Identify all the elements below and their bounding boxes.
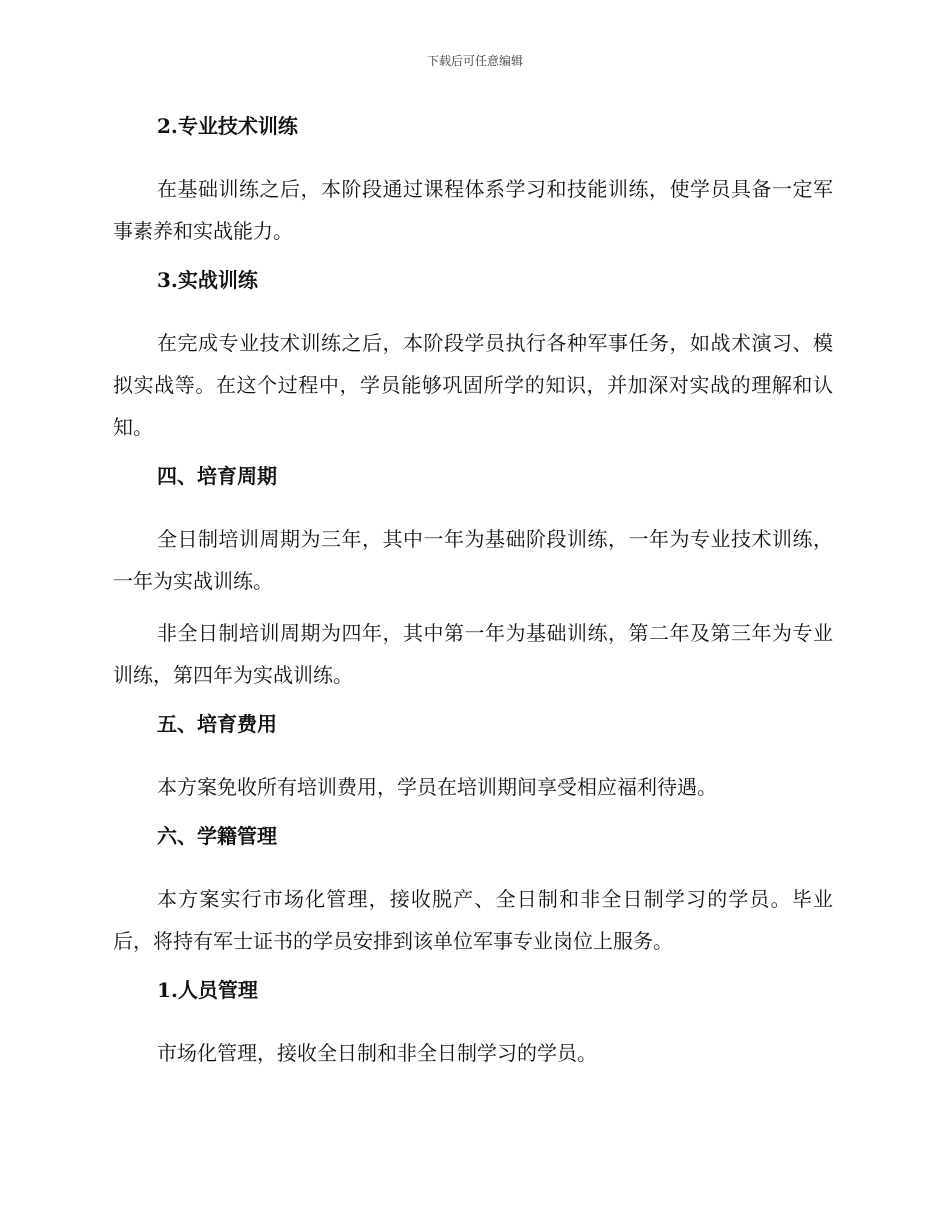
- paragraph-student-management: 本方案实行市场化管理，接收脱产、全日制和非全日制学习的学员。毕业后，将持有军士证书的学员安排到该单位军事专业岗位上服务。: [113, 887, 833, 953]
- paragraph-training-fees: 本方案免收所有培训费用，学员在培训期间享受相应福利待遇。: [157, 775, 717, 799]
- paragraph-parttime-period: 非全日制培训周期为四年，其中第一年为基础训练，第二年及第三年为专业训练，第四年为实战训练。: [113, 621, 833, 687]
- paragraph-professional-training: 在基础训练之后，本阶段通过课程体系学习和技能训练，使学员具备一定军事素养和实战能力。: [113, 177, 833, 243]
- paragraph-personnel-management: 市场化管理，接收全日制和非全日制学习的学员。: [157, 1041, 597, 1065]
- paragraph-combat-training: 在完成专业技术训练之后，本阶段学员执行各种军事任务，如战术演习、模拟实战等。在这个过程中，学员能够巩固所学的知识，并加深对实战的理解和认知。: [113, 331, 833, 439]
- section-heading-training-fees: 五、培育费用: [157, 712, 277, 736]
- section-heading-training-period: 四、培育周期: [157, 464, 277, 488]
- section-heading-personnel-management: 1.人员管理: [157, 978, 258, 1002]
- document-body: [113, 108, 833, 1074]
- section-heading-student-management: 六、学籍管理: [157, 824, 277, 848]
- section-heading-professional-training: 2.专业技术训练: [157, 114, 298, 138]
- section-heading-combat-training: 3.实战训练: [157, 268, 258, 292]
- paragraph-fulltime-period: 全日制培训周期为三年，其中一年为基础阶段训练，一年为专业技术训练，一年为实战训练。: [113, 527, 833, 593]
- page-header: 下载后可任意编辑: [426, 54, 523, 68]
